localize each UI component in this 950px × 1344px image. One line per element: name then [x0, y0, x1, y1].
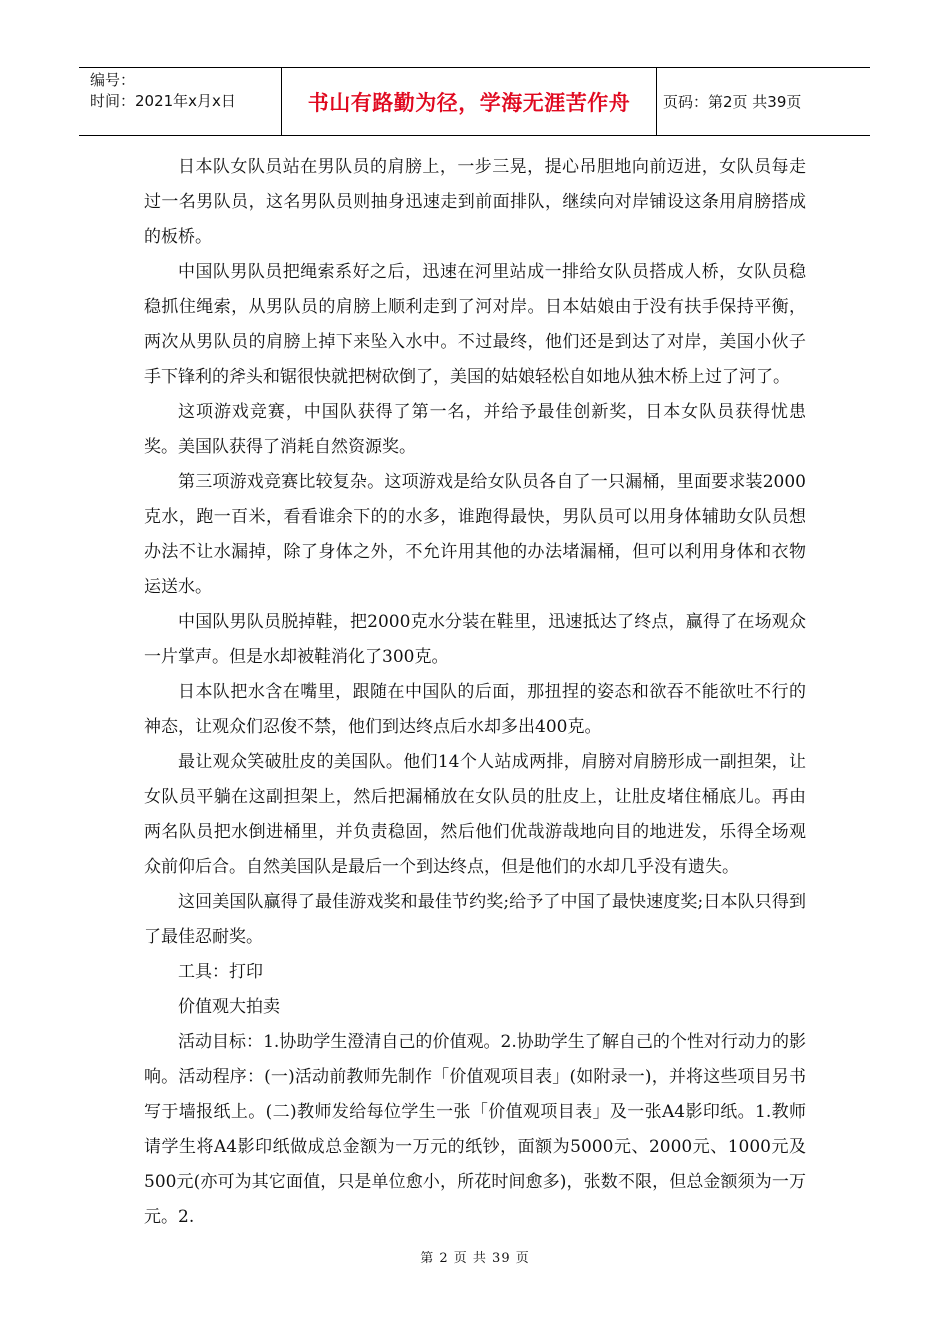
body-paragraph: 中国队男队员脱掉鞋，把2000克水分装在鞋里，迅速抵达了终点，赢得了在场观众一片掌声。但是水却被鞋消化了300克。 — [144, 612, 806, 667]
header-meta — [79, 68, 282, 135]
body-paragraph: 第三项游戏竞赛比较复杂。这项游戏是给女队员各自了一只漏桶，里面要求装2000克水，跑一百米，看看谁余下的的水多，谁跑得最快，男队员可以用身体辅助女队员想办法不让水漏掉，除了身体之外，不允许用其他的办法堵漏桶，但可以利用身体和衣物运送水。 — [144, 472, 806, 597]
header-motto: 书山有路勤为径，学海无涯苦作舟 — [282, 68, 657, 135]
document-body — [144, 150, 806, 1235]
tools-line: 工具：打印 — [178, 962, 263, 982]
body-paragraph: 这项游戏竞赛，中国队获得了第一名，并给予最佳创新奖，日本女队员获得忧患奖。美国队获得了消耗自然资源奖。 — [144, 402, 806, 457]
page-header — [79, 67, 870, 136]
document-number-label: 编号： — [90, 71, 136, 89]
body-paragraph: 这回美国队赢得了最佳游戏奖和最佳节约奖;给予了中国了最快速度奖;日本队只得到了最佳忍耐奖。 — [144, 892, 806, 947]
header-page-number: 页码：第2页 共39页 — [663, 93, 802, 111]
document-date-label: 时间：2021年x月x日 — [90, 92, 236, 110]
page-footer: 第 2 页 共 39 页 — [420, 1251, 530, 1266]
section-title: 价值观大拍卖 — [178, 997, 280, 1017]
body-paragraph: 最让观众笑破肚皮的美国队。他们14个人站成两排，肩膀对肩膀形成一副担架，让女队员平躺在这副担架上，然后把漏桶放在女队员的肚皮上，让肚皮堵住桶底儿。再由两名队员把水倒进桶里，并负责稳固，然后他们优哉游哉地向目的地进发，乐得全场观众前仰后合。自然美国队是最后一个到达终点，但是他们的水却几乎没有遗失。 — [144, 752, 806, 877]
body-paragraph: 日本队把水含在嘴里，跟随在中国队的后面，那扭捏的姿态和欲吞不能欲吐不行的神态，让观众们忍俊不禁，他们到达终点后水却多出400克。 — [144, 682, 806, 737]
body-paragraph: 活动目标：1.协助学生澄清自己的价值观。2.协助学生了解自己的个性对行动力的影响。活动程序：(一)活动前教师先制作「价值观项目表」(如附录一)，并将这些项目另书写于墙报纸上。(二)教师发给每位学生一张「价值观项目表」及一张A4影印纸。1.教师请学生将A4影印纸做成总金额为一万元的纸钞，面额为5000元、2000元、1000元及500元(亦可为其它面值，只是单位愈小，所花时间愈多)，张数不限，但总金额须为一万元。2. — [144, 1032, 806, 1227]
body-paragraph: 日本队女队员站在男队员的肩膀上，一步三晃，提心吊胆地向前迈进，女队员每走过一名男队员，这名男队员则抽身迅速走到前面排队，继续向对岸铺设这条用肩膀搭成的板桥。 — [144, 157, 806, 247]
body-paragraph: 中国队男队员把绳索系好之后，迅速在河里站成一排给女队员搭成人桥，女队员稳稳抓住绳索，从男队员的肩膀上顺利走到了河对岸。日本姑娘由于没有扶手保持平衡，两次从男队员的肩膀上掉下来坠入水中。不过最终，他们还是到达了对岸，美国小伙子手下锋利的斧头和锯很快就把树砍倒了，美国的姑娘轻松自如地从独木桥上过了河了。 — [144, 262, 806, 387]
